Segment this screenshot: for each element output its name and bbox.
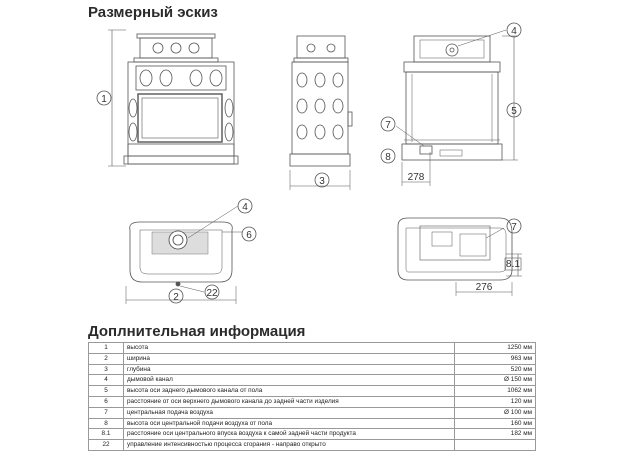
table-row: [89, 440, 536, 451]
info-table: [88, 342, 536, 451]
row-value: 520 мм: [455, 364, 536, 375]
front-view: [108, 30, 238, 166]
row-description: центральная подача воздуха: [124, 407, 455, 418]
row-value: 1250 мм: [455, 343, 536, 354]
row-description: высота оси заднего дымового канала от пола: [124, 386, 455, 397]
row-value: 120 мм: [455, 396, 536, 407]
table-row: [89, 343, 536, 354]
callout-22-label: 22: [206, 288, 218, 299]
row-value: Ø 150 мм: [455, 375, 536, 386]
bottom-view: [398, 218, 522, 296]
row-number: 8: [89, 418, 124, 429]
row-value: [455, 440, 536, 451]
row-value: 160 мм: [455, 418, 536, 429]
row-description: управление интенсивностью процесса сгорания - направо открыто: [124, 440, 455, 451]
row-number: 6: [89, 396, 124, 407]
sketch-title: Размерный эскиз: [88, 4, 218, 21]
info-title: Доплнительная информация: [88, 323, 306, 340]
dimension-278: 278: [407, 172, 425, 183]
callout-6-label: 6: [246, 230, 252, 241]
callout-4-rear-label: 4: [511, 26, 517, 37]
table-row: [89, 418, 536, 429]
callout-3-label: 3: [319, 176, 325, 187]
row-number: 8.1: [89, 429, 124, 440]
callout-7-rear-label: 7: [385, 120, 391, 131]
row-number: 22: [89, 440, 124, 451]
top-view: [126, 222, 236, 304]
row-number: 1: [89, 343, 124, 354]
row-value: 963 мм: [455, 353, 536, 364]
table-row: [89, 429, 536, 440]
row-value: 182 мм: [455, 429, 536, 440]
row-number: 5: [89, 386, 124, 397]
table-row: [89, 407, 536, 418]
callouts: [97, 23, 521, 303]
row-description: высота: [124, 343, 455, 354]
table-row: [89, 364, 536, 375]
row-description: ширина: [124, 353, 455, 364]
row-description: высота оси центральной подачи воздуха от пола: [124, 418, 455, 429]
callout-4-top-label: 4: [242, 202, 248, 213]
row-value: 1062 мм: [455, 386, 536, 397]
side-view: [290, 36, 352, 190]
row-value: Ø 100 мм: [455, 407, 536, 418]
callout-7-bottom-label: 7: [511, 222, 517, 233]
row-number: 3: [89, 364, 124, 375]
table-row: [89, 353, 536, 364]
row-description: глубина: [124, 364, 455, 375]
table-row: [89, 396, 536, 407]
row-number: 4: [89, 375, 124, 386]
callout-8-1-label: 8.1: [506, 259, 520, 270]
table-row: [89, 386, 536, 397]
table-row: [89, 375, 536, 386]
row-description: расстояние оси центрального впуска воздуха к самой задней части продукта: [124, 429, 455, 440]
dimension-276: 276: [475, 282, 493, 293]
row-number: 7: [89, 407, 124, 418]
rear-view: [402, 36, 518, 186]
row-description: расстояние от оси верхнего дымового канала до задней части изделия: [124, 396, 455, 407]
callout-8-label: 8: [385, 152, 391, 163]
callout-1-label: 1: [101, 94, 107, 105]
callout-5-label: 5: [511, 106, 517, 117]
leader-lines: [180, 30, 506, 292]
callout-2-label: 2: [173, 292, 179, 303]
row-description: дымовой канал: [124, 375, 455, 386]
row-number: 2: [89, 353, 124, 364]
